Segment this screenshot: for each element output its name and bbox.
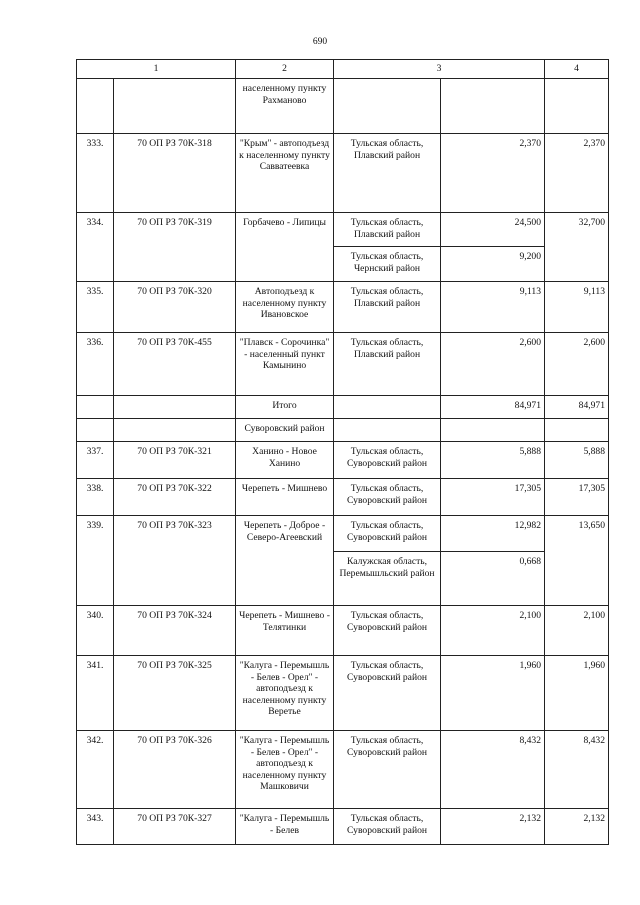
header-col-3: 3 <box>334 60 545 79</box>
cell-length: 2,100 <box>441 606 545 656</box>
cell-name: Черепеть - Доброе - Северо-Агеевский <box>236 516 334 606</box>
cell-name: "Калуга - Перемышль - Белев - Орел" - автоподъезд к населенному пункту Веретье <box>236 656 334 731</box>
cell-total <box>545 419 609 442</box>
table-row <box>77 606 609 656</box>
cell-total: 2,132 <box>545 809 609 845</box>
cell-name: Черепеть - Мишнево - Телятинки <box>236 606 334 656</box>
table-row <box>77 479 609 516</box>
cell-length: 9,200 <box>441 247 545 282</box>
cell-length: 24,500 <box>441 213 545 247</box>
cell-total: 5,888 <box>545 442 609 479</box>
cell-name: Горбачево - Липицы <box>236 213 334 282</box>
cell-code: 70 ОП РЗ 70К-320 <box>114 282 236 333</box>
cell-num <box>77 396 114 419</box>
header-col-4: 4 <box>545 60 609 79</box>
header-col-2: 2 <box>236 60 334 79</box>
cell-region <box>334 79 441 134</box>
cell-region: Тульская область, Суворовский район <box>334 809 441 845</box>
table-row <box>77 333 609 396</box>
district-row <box>77 419 609 442</box>
cell-num: 333. <box>77 134 114 213</box>
cell-num <box>77 419 114 442</box>
cell-region: Тульская область, Плавский район <box>334 134 441 213</box>
table-row <box>77 731 609 809</box>
cell-num: 335. <box>77 282 114 333</box>
cell-code: 70 ОП РЗ 70К-319 <box>114 213 236 282</box>
cell-length: 2,370 <box>441 134 545 213</box>
cell-num: 339. <box>77 516 114 606</box>
cell-name: Ханино - Новое Ханино <box>236 442 334 479</box>
header-col-1: 1 <box>77 60 236 79</box>
cell-code: 70 ОП РЗ 70К-325 <box>114 656 236 731</box>
cell-length: 1,960 <box>441 656 545 731</box>
cell-code: 70 ОП РЗ 70К-324 <box>114 606 236 656</box>
cell-region: Тульская область, Чернский район <box>334 247 441 282</box>
cell-num: 343. <box>77 809 114 845</box>
itogo-row <box>77 396 609 419</box>
cell-num: 336. <box>77 333 114 396</box>
table-row <box>77 79 609 134</box>
cell-region <box>334 419 441 442</box>
roads-table <box>76 59 609 845</box>
cell-total: 8,432 <box>545 731 609 809</box>
cell-num: 338. <box>77 479 114 516</box>
cell-total: 32,700 <box>545 213 609 282</box>
cell-region: Тульская область, Суворовский район <box>334 731 441 809</box>
header-row <box>77 60 609 79</box>
cell-total: 2,100 <box>545 606 609 656</box>
cell-length: 12,982 <box>441 516 545 552</box>
cell-total: 17,305 <box>545 479 609 516</box>
cell-code <box>114 79 236 134</box>
itogo-length: 84,971 <box>441 396 545 419</box>
cell-name: "Калуга - Перемышль - Белев <box>236 809 334 845</box>
cell-length <box>441 79 545 134</box>
cell-num: 342. <box>77 731 114 809</box>
table-row <box>77 442 609 479</box>
cell-length: 2,600 <box>441 333 545 396</box>
cell-region: Тульская область, Суворовский район <box>334 516 441 552</box>
cell-code <box>114 396 236 419</box>
cell-total: 1,960 <box>545 656 609 731</box>
cell-length: 0,668 <box>441 552 545 606</box>
cell-code: 70 ОП РЗ 70К-323 <box>114 516 236 606</box>
cell-name: "Калуга - Перемышль - Белев - Орел" - автоподъезд к населенному пункту Машковичи <box>236 731 334 809</box>
table-row <box>77 516 609 552</box>
cell-region: Тульская область, Плавский район <box>334 333 441 396</box>
cell-code: 70 ОП РЗ 70К-318 <box>114 134 236 213</box>
cell-num: 334. <box>77 213 114 282</box>
cell-name: населенному пункту Рахманово <box>236 79 334 134</box>
cell-name: "Плавск - Сорочинка" - населенный пункт Камынино <box>236 333 334 396</box>
table-row <box>77 213 609 247</box>
cell-length: 2,132 <box>441 809 545 845</box>
cell-name: Черепеть - Мишнево <box>236 479 334 516</box>
page-number: 690 <box>312 37 328 47</box>
itogo-total: 84,971 <box>545 396 609 419</box>
cell-length: 9,113 <box>441 282 545 333</box>
cell-length: 8,432 <box>441 731 545 809</box>
cell-length: 5,888 <box>441 442 545 479</box>
cell-total: 2,600 <box>545 333 609 396</box>
cell-region: Тульская область, Суворовский район <box>334 479 441 516</box>
cell-num <box>77 79 114 134</box>
cell-region <box>334 396 441 419</box>
cell-name: "Крым" - автоподъезд к населенному пункту Савватеевка <box>236 134 334 213</box>
cell-code: 70 ОП РЗ 70К-455 <box>114 333 236 396</box>
cell-total: 9,113 <box>545 282 609 333</box>
table-row <box>77 809 609 845</box>
cell-code: 70 ОП РЗ 70К-322 <box>114 479 236 516</box>
table-row <box>77 282 609 333</box>
table-row <box>77 134 609 213</box>
cell-num: 340. <box>77 606 114 656</box>
cell-region: Тульская область, Плавский район <box>334 213 441 247</box>
cell-total: 13,650 <box>545 516 609 606</box>
cell-total: 2,370 <box>545 134 609 213</box>
cell-region: Калужская область, Перемышльский район <box>334 552 441 606</box>
cell-region: Тульская область, Плавский район <box>334 282 441 333</box>
cell-num: 341. <box>77 656 114 731</box>
district-name: Суворовский район <box>236 419 334 442</box>
table-row <box>77 656 609 731</box>
cell-region: Тульская область, Суворовский район <box>334 442 441 479</box>
cell-name: Автоподъезд к населенному пункту Ивановское <box>236 282 334 333</box>
cell-code: 70 ОП РЗ 70К-326 <box>114 731 236 809</box>
cell-region: Тульская область, Суворовский район <box>334 606 441 656</box>
itogo-label: Итого <box>236 396 334 419</box>
cell-num: 337. <box>77 442 114 479</box>
cell-code: 70 ОП РЗ 70К-327 <box>114 809 236 845</box>
cell-code: 70 ОП РЗ 70К-321 <box>114 442 236 479</box>
cell-length: 17,305 <box>441 479 545 516</box>
cell-length <box>441 419 545 442</box>
cell-total <box>545 79 609 134</box>
cell-code <box>114 419 236 442</box>
cell-region: Тульская область, Суворовский район <box>334 656 441 731</box>
